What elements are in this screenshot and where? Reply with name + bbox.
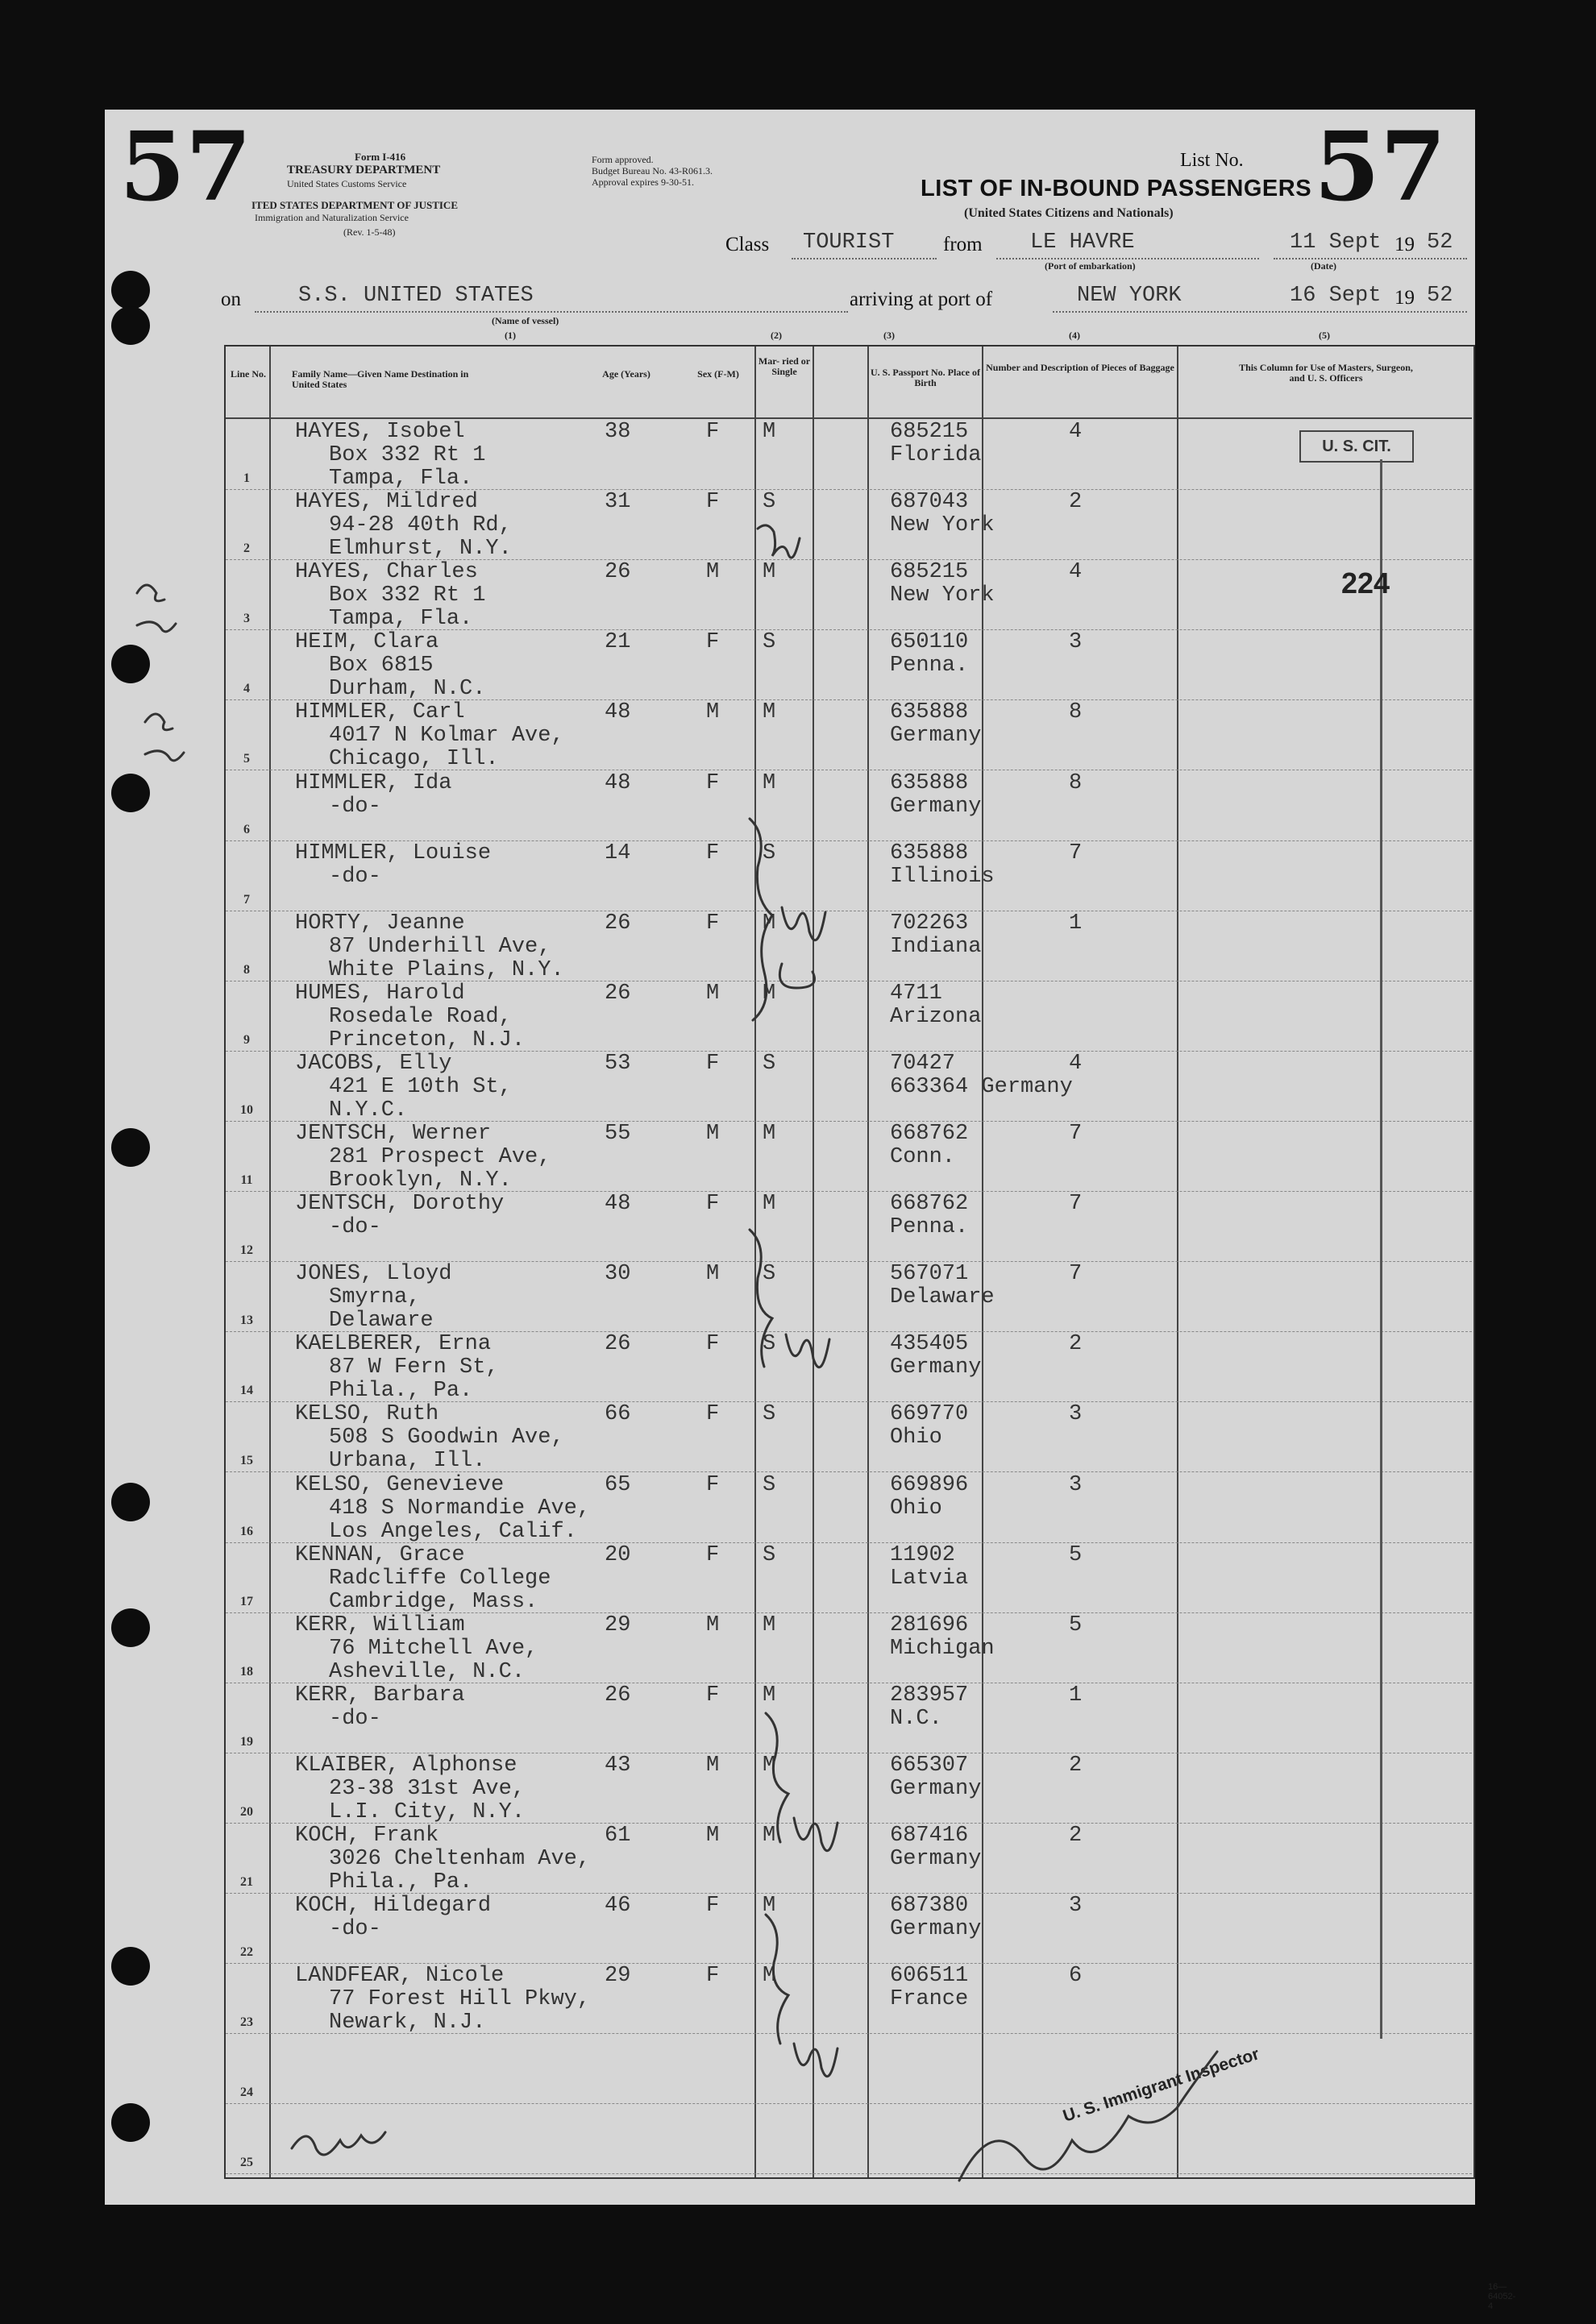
class-value: TOURIST: [803, 230, 895, 255]
handwritten-w-mark-3: [786, 1334, 829, 1367]
sex-value: F: [706, 1051, 720, 1076]
line-number: 9: [243, 1032, 250, 1047]
line-number: 6: [243, 822, 250, 836]
baggage-count: 7: [1069, 1192, 1083, 1217]
binder-hole-3: [111, 645, 150, 683]
age-value: 26: [605, 1332, 631, 1357]
col-num-3: (3): [883, 330, 895, 341]
marital-status: S: [763, 1332, 776, 1357]
class-label: Class: [725, 234, 770, 255]
line-number: 18: [240, 1664, 253, 1679]
age-value: 65: [605, 1472, 631, 1497]
brace-jentsch-icon: [750, 1230, 772, 1367]
address-line-2: Tampa, Fla.: [329, 467, 473, 491]
address-line-2: Tampa, Fla.: [329, 607, 473, 632]
address-line-2: Elmhurst, N.Y.: [329, 537, 512, 562]
place-of-birth: Conn.: [890, 1145, 956, 1169]
address-line-1: Box 332 Rt 1: [329, 443, 486, 467]
address-line-1: -do-: [329, 1706, 381, 1731]
footer-form-code: 16—64052-4: [1488, 2282, 1516, 2311]
marital-status: M: [763, 1122, 776, 1146]
place-of-birth: 663364 Germany: [890, 1074, 1073, 1099]
col-num-4: (4): [1069, 330, 1080, 341]
age-value: 46: [605, 1894, 631, 1919]
address-line-2: Los Angeles, Calif.: [329, 1519, 577, 1544]
passenger-name: HAYES, Charles: [295, 560, 478, 585]
dept-treasury: TREASURY DEPARTMENT: [287, 164, 441, 176]
line-number: 23: [240, 2015, 253, 2030]
address-line-2: Urbana, Ill.: [329, 1449, 486, 1474]
passenger-name: KERR, Barbara: [295, 1683, 465, 1708]
passport-number: 283957: [890, 1683, 969, 1708]
address-line-1: 281 Prospect Ave,: [329, 1145, 551, 1169]
address-line-2: Phila., Pa.: [329, 1379, 473, 1404]
place-of-birth: Germany: [890, 1355, 982, 1380]
age-value: 26: [605, 560, 631, 585]
inspector-signature: [959, 2052, 1217, 2181]
col-officers: This Column for Use of Masters, Surgeon, and U. S. Officers: [1239, 362, 1413, 384]
baggage-count: 5: [1069, 1542, 1083, 1567]
address-line-2: N.Y.C.: [329, 1098, 408, 1123]
dept-treasury-sub: United States Customs Service: [287, 178, 407, 189]
place-of-birth: Penna.: [890, 1215, 969, 1240]
line-number: 13: [240, 1313, 253, 1328]
handwritten-w-mark-2: [782, 907, 825, 940]
line-number: 24: [240, 2085, 253, 2100]
from-value: LE HAVRE: [1030, 230, 1135, 255]
date2-year: 52: [1427, 284, 1453, 308]
baggage-count: 7: [1069, 840, 1083, 865]
place-of-birth: Penna.: [890, 654, 969, 679]
approval-line-1: Form approved.: [592, 154, 654, 165]
line-number: 4: [243, 682, 250, 696]
col-married: Mar- ried or Single: [758, 355, 811, 377]
list-number-left: 57: [119, 110, 252, 222]
marital-status: M: [763, 1683, 776, 1708]
address-line-1: -do-: [329, 794, 381, 819]
marital-status: M: [763, 1192, 776, 1217]
address-line-2: Phila., Pa.: [329, 1870, 473, 1894]
place-of-birth: Arizona: [890, 1004, 982, 1029]
baggage-count: 7: [1069, 1122, 1083, 1146]
binder-hole-2: [111, 306, 150, 345]
date1-year-prefix: 19: [1394, 234, 1415, 255]
approval-line-3: Approval expires 9-30-51.: [592, 176, 694, 188]
port-caption: (Port of embarkation): [1045, 260, 1136, 272]
sex-value: M: [706, 1753, 720, 1778]
line-number: 10: [240, 1102, 253, 1117]
address-line-2: Chicago, Ill.: [329, 747, 499, 772]
age-value: 48: [605, 770, 631, 795]
line-number: 7: [243, 892, 250, 907]
marital-status: M: [763, 560, 776, 585]
from-label: from: [943, 234, 983, 255]
marital-status: S: [763, 1402, 776, 1427]
marital-status: M: [763, 1964, 776, 1989]
address-line-2: White Plains, N.Y.: [329, 957, 564, 982]
sex-value: M: [706, 1824, 720, 1848]
address-line-2: Brooklyn, N.Y.: [329, 1168, 512, 1193]
form-id: Form I-416: [355, 151, 406, 163]
passport-number: 687380: [890, 1894, 969, 1919]
baggage-count: 5: [1069, 1612, 1083, 1637]
place-of-birth: Delaware: [890, 1285, 995, 1310]
address-line-1: 508 S Goodwin Ave,: [329, 1426, 564, 1450]
list-number-right: 57: [1314, 110, 1447, 222]
sex-value: F: [706, 1402, 720, 1427]
line-number: 12: [240, 1243, 253, 1258]
baggage-count: 4: [1069, 420, 1083, 444]
address-line-2: Princeton, N.J.: [329, 1027, 526, 1052]
sex-value: M: [706, 1612, 720, 1637]
baggage-count: 2: [1069, 1332, 1083, 1357]
baggage-count: 3: [1069, 1894, 1083, 1919]
dept-justice: ITED STATES DEPARTMENT OF JUSTICE: [251, 199, 458, 211]
address-line-2: Newark, N.J.: [329, 2011, 486, 2036]
marital-status: M: [763, 420, 776, 444]
marital-status: M: [763, 981, 776, 1006]
passenger-name: KELSO, Genevieve: [295, 1472, 505, 1497]
line-number: 15: [240, 1454, 253, 1468]
col-num-2: (2): [771, 330, 782, 341]
sex-value: M: [706, 1122, 720, 1146]
marital-status: M: [763, 770, 776, 795]
dept-justice-sub: Immigration and Naturalization Service: [255, 212, 409, 223]
passport-number: 435405: [890, 1332, 969, 1357]
address-line-1: 76 Mitchell Ave,: [329, 1636, 538, 1661]
marital-status: S: [763, 490, 776, 515]
manifest-sheet: [105, 110, 1516, 2311]
passenger-name: KENNAN, Grace: [295, 1542, 465, 1567]
baggage-count: 3: [1069, 1472, 1083, 1497]
baggage-count: 3: [1069, 1402, 1083, 1427]
baggage-count: 1: [1069, 911, 1083, 936]
marital-status: M: [763, 1753, 776, 1778]
sex-value: F: [706, 911, 720, 936]
passport-number: 11902: [890, 1542, 956, 1567]
age-value: 43: [605, 1753, 631, 1778]
passenger-name: HAYES, Isobel: [295, 420, 465, 444]
age-value: 66: [605, 1402, 631, 1427]
passport-number: 4711: [890, 981, 942, 1006]
line-number: 20: [240, 1804, 253, 1819]
sex-value: F: [706, 1894, 720, 1919]
passport-number: 687416: [890, 1824, 969, 1848]
inspector-stamp: U. S. Immigrant Inspector: [1061, 2044, 1262, 2126]
age-value: 48: [605, 1192, 631, 1217]
marital-status: S: [763, 1472, 776, 1497]
arriving-label: arriving at port of: [850, 288, 993, 310]
line-number: 11: [240, 1173, 253, 1188]
date2-value: 16 Sept: [1290, 284, 1382, 308]
marital-status: M: [763, 1824, 776, 1848]
address-line-2: Delaware: [329, 1309, 434, 1334]
handwritten-w-mark-5: [794, 2044, 837, 2077]
handwritten-w-mark-1: [758, 525, 800, 558]
place-of-birth: Ohio: [890, 1496, 942, 1521]
baggage-count: 3: [1069, 630, 1083, 655]
form-title: LIST OF IN-BOUND PASSENGERS: [921, 176, 1312, 201]
sex-value: M: [706, 560, 720, 585]
passport-number: 668762: [890, 1122, 969, 1146]
age-value: 26: [605, 981, 631, 1006]
passport-number: 70427: [890, 1051, 956, 1076]
vessel-caption: (Name of vessel): [492, 315, 559, 326]
passport-number: 669896: [890, 1472, 969, 1497]
passenger-name: LANDFEAR, Nicole: [295, 1964, 505, 1989]
sex-value: F: [706, 770, 720, 795]
place-of-birth: Germany: [890, 1917, 982, 1942]
place-of-birth: Germany: [890, 724, 982, 749]
address-line-1: 421 E 10th St,: [329, 1074, 512, 1099]
passenger-name: JONES, Lloyd: [295, 1262, 452, 1287]
age-value: 20: [605, 1542, 631, 1567]
approval-line-2: Budget Bureau No. 43-R061.3.: [592, 165, 713, 176]
place-of-birth: Florida: [890, 443, 982, 467]
address-line-1: Rosedale Road,: [329, 1004, 512, 1029]
passenger-name: JENTSCH, Werner: [295, 1122, 492, 1146]
age-value: 38: [605, 420, 631, 444]
line-number: 16: [240, 1524, 253, 1538]
sex-value: M: [706, 1262, 720, 1287]
address-line-1: -do-: [329, 864, 381, 889]
handwritten-initials: [292, 2132, 385, 2155]
address-line-1: Box 6815: [329, 654, 434, 679]
binder-hole-5: [111, 1128, 150, 1167]
passenger-name: HIMMLER, Louise: [295, 840, 492, 865]
sex-value: M: [706, 700, 720, 725]
form-subtitle: (United States Citizens and Nationals): [964, 206, 1174, 220]
list-no-label: List No.: [1180, 150, 1244, 171]
marital-status: S: [763, 630, 776, 655]
baggage-count: 1: [1069, 1683, 1083, 1708]
col-baggage: Number and Description of Pieces of Baggage: [986, 362, 1174, 373]
baggage-count: 6: [1069, 1964, 1083, 1989]
binder-hole-6: [111, 1483, 150, 1521]
date2-year-prefix: 19: [1394, 287, 1415, 309]
col-name: Family Name—Given Name Destination in United States: [292, 368, 469, 390]
line-number: 2: [243, 542, 250, 556]
arrival-port: NEW YORK: [1077, 284, 1182, 308]
address-line-1: 418 S Normandie Ave,: [329, 1496, 591, 1521]
sex-value: F: [706, 1332, 720, 1357]
age-value: 29: [605, 1612, 631, 1637]
place-of-birth: Michigan: [890, 1636, 995, 1661]
passport-number: 665307: [890, 1753, 969, 1778]
address-line-1: 77 Forest Hill Pkwy,: [329, 1987, 591, 2012]
line-number: 5: [243, 752, 250, 766]
passenger-name: HUMES, Harold: [295, 981, 465, 1006]
passport-number: 685215: [890, 420, 969, 444]
sex-value: F: [706, 630, 720, 655]
passenger-name: KELSO, Ruth: [295, 1402, 439, 1427]
baggage-count: 8: [1069, 700, 1083, 725]
address-line-1: Radcliffe College: [329, 1566, 551, 1591]
passenger-name: KAELBERER, Erna: [295, 1332, 492, 1357]
passenger-name: HIMMLER, Ida: [295, 770, 452, 795]
marital-status: S: [763, 1051, 776, 1076]
place-of-birth: N.C.: [890, 1706, 942, 1731]
date1-year: 52: [1427, 230, 1453, 255]
age-value: 21: [605, 630, 631, 655]
place-of-birth: Germany: [890, 1776, 982, 1801]
passenger-name: KLAIBER, Alphonse: [295, 1753, 517, 1778]
binder-hole-4: [111, 774, 150, 812]
col-sex: Sex (F-M): [697, 368, 739, 380]
handwritten-cr-line3-note: [137, 585, 176, 632]
passenger-name: KOCH, Hildegard: [295, 1894, 492, 1919]
baggage-count: 4: [1069, 560, 1083, 585]
vessel-value: S.S. UNITED STATES: [298, 284, 534, 308]
age-value: 48: [605, 700, 631, 725]
age-value: 61: [605, 1824, 631, 1848]
passport-number: 281696: [890, 1612, 969, 1637]
passenger-name: JENTSCH, Dorothy: [295, 1192, 505, 1217]
address-line-1: 87 W Fern St,: [329, 1355, 499, 1380]
baggage-count: 2: [1069, 1753, 1083, 1778]
brace-kerr-icon: [766, 1713, 788, 1842]
passport-number: 606511: [890, 1964, 969, 1989]
col-line-no: Line No.: [230, 368, 266, 380]
place-of-birth: New York: [890, 513, 995, 538]
passport-number: 635888: [890, 840, 969, 865]
age-value: 26: [605, 911, 631, 936]
marital-status: M: [763, 911, 776, 936]
place-of-birth: Illinois: [890, 864, 995, 889]
baggage-count: 4: [1069, 1051, 1083, 1076]
brace-himmler-icon: [750, 819, 772, 1020]
passport-number: 687043: [890, 490, 969, 515]
address-line-1: Smyrna,: [329, 1285, 421, 1310]
marital-status: S: [763, 1542, 776, 1567]
passenger-name: KOCH, Frank: [295, 1824, 439, 1848]
address-line-2: Asheville, N.C.: [329, 1659, 526, 1684]
passport-number: 635888: [890, 770, 969, 795]
passport-number: 669770: [890, 1402, 969, 1427]
us-citizen-stamp: U. S. CIT.: [1299, 430, 1414, 463]
line-number: 22: [240, 1945, 253, 1960]
marital-status: S: [763, 1262, 776, 1287]
baggage-count: 8: [1069, 770, 1083, 795]
sex-value: F: [706, 1192, 720, 1217]
address-line-1: 23-38 31st Ave,: [329, 1776, 526, 1801]
passport-number: 702263: [890, 911, 969, 936]
line-number: 14: [240, 1384, 253, 1398]
passenger-name: HEIM, Clara: [295, 630, 439, 655]
sex-value: M: [706, 981, 720, 1006]
line-number: 21: [240, 1875, 253, 1890]
age-value: 30: [605, 1262, 631, 1287]
age-value: 26: [605, 1683, 631, 1708]
sex-value: F: [706, 1683, 720, 1708]
age-value: 29: [605, 1964, 631, 1989]
passport-number: 668762: [890, 1192, 969, 1217]
sex-value: F: [706, 840, 720, 865]
date1-value: 11 Sept: [1290, 230, 1382, 255]
place-of-birth: Ohio: [890, 1426, 942, 1450]
address-line-1: 87 Underhill Ave,: [329, 934, 551, 959]
age-value: 31: [605, 490, 631, 515]
passenger-name: JACOBS, Elly: [295, 1051, 452, 1076]
passport-number: 567071: [890, 1262, 969, 1287]
address-line-1: -do-: [329, 1215, 381, 1240]
marital-status: M: [763, 1612, 776, 1637]
marital-status: M: [763, 1894, 776, 1919]
sex-value: F: [706, 1964, 720, 1989]
place-of-birth: France: [890, 1987, 969, 2012]
col-num-5: (5): [1319, 330, 1330, 341]
baggage-count: 2: [1069, 1824, 1083, 1848]
col-passport: U. S. Passport No. Place of Birth: [871, 367, 980, 388]
place-of-birth: Germany: [890, 794, 982, 819]
passenger-name: HORTY, Jeanne: [295, 911, 465, 936]
passport-number: 650110: [890, 630, 969, 655]
address-line-1: -do-: [329, 1917, 381, 1942]
handwritten-ran-mark: [779, 964, 814, 988]
baggage-count: 2: [1069, 490, 1083, 515]
binder-hole-8: [111, 1947, 150, 1986]
address-line-2: Cambridge, Mass.: [329, 1589, 538, 1614]
sex-value: F: [706, 1472, 720, 1497]
passenger-name: HAYES, Mildred: [295, 490, 478, 515]
brace-koch-icon: [766, 1915, 788, 2044]
address-line-2: Durham, N.C.: [329, 677, 486, 702]
place-of-birth: Indiana: [890, 934, 982, 959]
col-age: Age (Years): [602, 368, 650, 380]
handwritten-cr-line1-note: [145, 714, 184, 761]
line-number: 3: [243, 612, 250, 626]
sex-value: F: [706, 490, 720, 515]
line-number: 8: [243, 962, 250, 977]
line-number: 1: [243, 471, 250, 486]
line-number: 17: [240, 1594, 253, 1608]
address-line-1: 3026 Cheltenham Ave,: [329, 1847, 591, 1871]
place-of-birth: Germany: [890, 1847, 982, 1871]
age-value: 55: [605, 1122, 631, 1146]
place-of-birth: New York: [890, 583, 995, 608]
age-value: 53: [605, 1051, 631, 1076]
place-of-birth: Latvia: [890, 1566, 969, 1591]
col-num-1: (1): [505, 330, 516, 341]
handwritten-w-mark-4: [794, 1818, 837, 1851]
passenger-count: 224: [1341, 566, 1390, 600]
address-line-1: Box 332 Rt 1: [329, 583, 486, 608]
address-line-1: 94-28 40th Rd,: [329, 513, 512, 538]
passenger-name: KERR, William: [295, 1612, 465, 1637]
age-value: 14: [605, 840, 631, 865]
address-line-1: 4017 N Kolmar Ave,: [329, 724, 564, 749]
passport-number: 685215: [890, 560, 969, 585]
handwriting-overlay: [105, 110, 1475, 2205]
sex-value: F: [706, 1542, 720, 1567]
revision: (Rev. 1-5-48): [343, 226, 396, 238]
line-number: 25: [240, 2156, 253, 2170]
binder-hole-7: [111, 1608, 150, 1647]
passenger-name: HIMMLER, Carl: [295, 700, 465, 725]
line-number: 19: [240, 1734, 253, 1749]
date-caption: (Date): [1311, 260, 1336, 272]
marital-status: S: [763, 840, 776, 865]
marital-status: M: [763, 700, 776, 725]
passport-number: 635888: [890, 700, 969, 725]
baggage-count: 7: [1069, 1262, 1083, 1287]
binder-hole-1: [111, 271, 150, 309]
binder-hole-9: [111, 2103, 150, 2142]
address-line-2: L.I. City, N.Y.: [329, 1799, 526, 1824]
on-label: on: [221, 288, 241, 310]
sex-value: F: [706, 420, 720, 444]
